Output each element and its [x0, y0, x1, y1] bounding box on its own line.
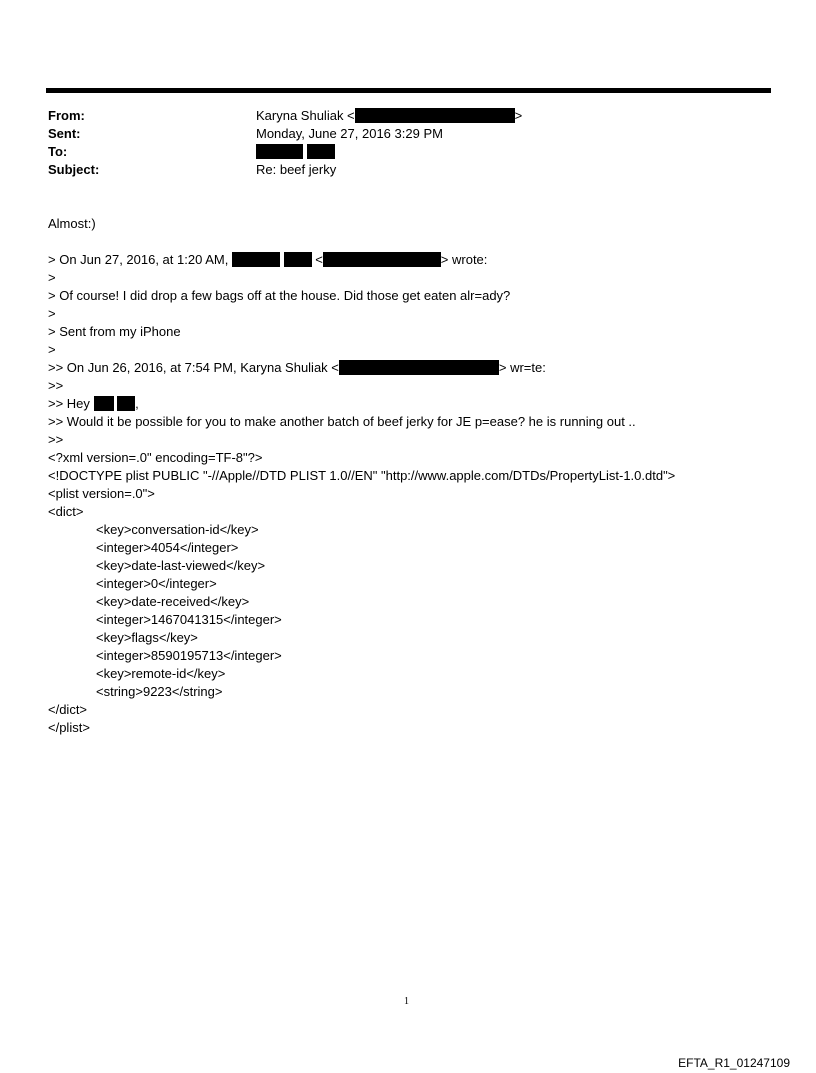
- xml-line: <!DOCTYPE plist PUBLIC "-//Apple//DTD PLIST 1.0//EN" "http://www.apple.com/DTDs/PropertyList-1.0.dtd">: [48, 468, 676, 483]
- quote-text: > On Jun 27, 2016, at 1:20 AM,: [48, 252, 229, 267]
- xml-line: <?xml version=.0" encoding=TF-8"?>: [48, 450, 263, 465]
- from-row: [48, 107, 523, 125]
- quote-text: > wr=te:: [498, 360, 546, 375]
- xml-line: <string>9223</string>: [96, 684, 223, 699]
- xml-line: <key>date-received</key>: [96, 594, 250, 609]
- redaction-block: [339, 360, 499, 375]
- quote-line: [48, 359, 546, 377]
- greeting: Almost:): [48, 216, 96, 231]
- redaction-block: [307, 144, 335, 159]
- to-value: [256, 143, 335, 161]
- quote-line: >>: [48, 378, 64, 393]
- quote-line: >: [48, 270, 56, 285]
- from-name: Karyna Shuliak <: [256, 108, 355, 123]
- sent-row: [48, 125, 443, 143]
- redaction-block: [94, 396, 114, 411]
- xml-line: <plist version=.0">: [48, 486, 155, 501]
- from-value: [256, 107, 522, 125]
- quote-text: ,: [135, 396, 139, 411]
- bates-number: EFTA_R1_01247109: [678, 1056, 790, 1070]
- quote-line: >: [48, 306, 56, 321]
- from-close: >: [514, 108, 523, 123]
- quote-line: > Sent from my iPhone: [48, 324, 181, 339]
- xml-line: </plist>: [48, 720, 90, 735]
- sent-label: Sent:: [48, 126, 81, 141]
- subject-label: Subject:: [48, 162, 100, 177]
- quote-line: >> Would it be possible for you to make another batch of beef jerky for JE p=ease? he is running out ..: [48, 414, 636, 429]
- xml-line: <integer>4054</integer>: [96, 540, 239, 555]
- redaction-block: [355, 108, 515, 123]
- xml-line: <dict>: [48, 504, 84, 519]
- sent-value: Monday, June 27, 2016 3:29 PM: [256, 126, 443, 141]
- redaction-block: [117, 396, 135, 411]
- quote-line: >>: [48, 432, 64, 447]
- to-row: [48, 143, 256, 161]
- redaction-block: [256, 144, 303, 159]
- redaction-block: [232, 252, 280, 267]
- xml-line: <key>conversation-id</key>: [96, 522, 259, 537]
- xml-line: </dict>: [48, 702, 88, 717]
- page-number: 1: [404, 996, 409, 1007]
- redaction-block: [323, 252, 441, 267]
- quote-text: >> Hey: [48, 396, 90, 411]
- xml-line: <integer>0</integer>: [96, 576, 217, 591]
- subject-row: [48, 161, 337, 179]
- header-rule: [46, 88, 771, 93]
- quote-line: [48, 395, 139, 413]
- quote-line: >: [48, 342, 56, 357]
- quote-text: >> On Jun 26, 2016, at 7:54 PM, Karyna Shuliak <: [48, 360, 339, 375]
- xml-line: <integer>1467041315</integer>: [96, 612, 282, 627]
- to-label: To:: [48, 144, 68, 159]
- redaction-block: [284, 252, 312, 267]
- quote-text: > wrote:: [440, 252, 488, 267]
- from-label: From:: [48, 108, 85, 123]
- quote-text: <: [315, 252, 323, 267]
- xml-line: <key>remote-id</key>: [96, 666, 226, 681]
- xml-line: <key>date-last-viewed</key>: [96, 558, 266, 573]
- subject-value: Re: beef jerky: [256, 162, 337, 177]
- xml-line: <integer>8590195713</integer>: [96, 648, 282, 663]
- quote-line: [48, 251, 487, 269]
- quote-line: > Of course! I did drop a few bags off at the house. Did those get eaten alr=ady?: [48, 288, 511, 303]
- xml-line: <key>flags</key>: [96, 630, 198, 645]
